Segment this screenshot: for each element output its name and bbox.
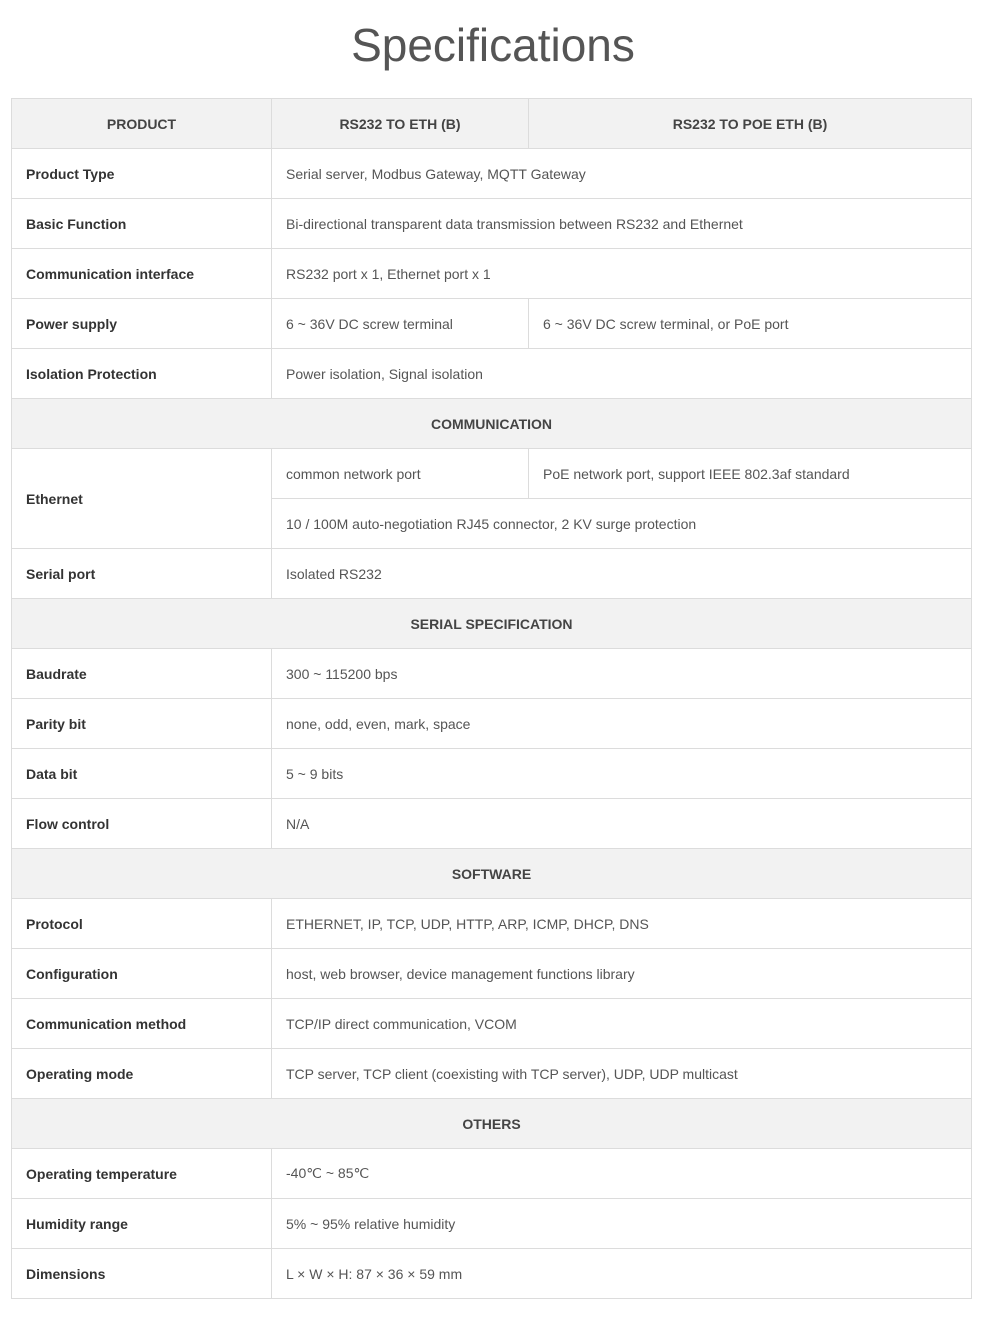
row-value: Isolated RS232 xyxy=(272,549,972,599)
row-label: Humidity range xyxy=(12,1199,272,1249)
header-rs232-poe-eth: RS232 TO POE ETH (B) xyxy=(529,99,972,149)
header-product: PRODUCT xyxy=(12,99,272,149)
row-value: TCP/IP direct communication, VCOM xyxy=(272,999,972,1049)
table-row xyxy=(12,1049,972,1099)
row-value: host, web browser, device management functions library xyxy=(272,949,972,999)
section-title: COMMUNICATION xyxy=(12,399,972,449)
row-label: Communication method xyxy=(12,999,272,1049)
row-value: none, odd, even, mark, space xyxy=(272,699,972,749)
table-row xyxy=(12,249,972,299)
section-title: SERIAL SPECIFICATION xyxy=(12,599,972,649)
row-label: Dimensions xyxy=(12,1249,272,1299)
row-value: TCP server, TCP client (coexisting with TCP server), UDP, UDP multicast xyxy=(272,1049,972,1099)
row-value: 300 ~ 115200 bps xyxy=(272,649,972,699)
row-label: Configuration xyxy=(12,949,272,999)
row-label: Power supply xyxy=(12,299,272,349)
table-row xyxy=(12,1199,972,1249)
row-label: Isolation Protection xyxy=(12,349,272,399)
table-row xyxy=(12,299,972,349)
section-header-software xyxy=(12,849,972,899)
table-row xyxy=(12,549,972,599)
row-label: Ethernet xyxy=(12,449,272,549)
table-row xyxy=(12,1149,972,1199)
row-label: Operating mode xyxy=(12,1049,272,1099)
section-title: OTHERS xyxy=(12,1099,972,1149)
row-label: Protocol xyxy=(12,899,272,949)
table-header-row xyxy=(12,99,972,149)
row-label: Serial port xyxy=(12,549,272,599)
row-value: 5 ~ 9 bits xyxy=(272,749,972,799)
row-value-eth: common network port xyxy=(272,449,529,499)
row-value: L × W × H: 87 × 36 × 59 mm xyxy=(272,1249,972,1299)
row-value-poe: 6 ~ 36V DC screw terminal, or PoE port xyxy=(529,299,972,349)
table-row xyxy=(12,649,972,699)
row-label: Basic Function xyxy=(12,199,272,249)
table-row xyxy=(12,449,972,499)
row-label: Product Type xyxy=(12,149,272,199)
table-row xyxy=(12,349,972,399)
section-header-serial xyxy=(12,599,972,649)
section-header-others xyxy=(12,1099,972,1149)
row-value: RS232 port x 1, Ethernet port x 1 xyxy=(272,249,972,299)
row-label: Parity bit xyxy=(12,699,272,749)
row-label: Baudrate xyxy=(12,649,272,699)
row-value: 10 / 100M auto-negotiation RJ45 connector, 2 KV surge protection xyxy=(272,499,972,549)
section-title: SOFTWARE xyxy=(12,849,972,899)
table-row xyxy=(12,699,972,749)
row-value: N/A xyxy=(272,799,972,849)
section-header-communication xyxy=(12,399,972,449)
row-label: Data bit xyxy=(12,749,272,799)
specifications-table xyxy=(11,98,972,1299)
row-value: 5% ~ 95% relative humidity xyxy=(272,1199,972,1249)
table-row xyxy=(12,899,972,949)
row-label: Flow control xyxy=(12,799,272,849)
table-row xyxy=(12,749,972,799)
row-value-poe: PoE network port, support IEEE 802.3af standard xyxy=(529,449,972,499)
header-rs232-eth: RS232 TO ETH (B) xyxy=(272,99,529,149)
row-value: -40℃ ~ 85℃ xyxy=(272,1149,972,1199)
table-row xyxy=(12,1249,972,1299)
table-row xyxy=(12,949,972,999)
table-row xyxy=(12,799,972,849)
row-value: Bi-directional transparent data transmission between RS232 and Ethernet xyxy=(272,199,972,249)
row-value-eth: 6 ~ 36V DC screw terminal xyxy=(272,299,529,349)
row-label: Communication interface xyxy=(12,249,272,299)
table-row xyxy=(12,149,972,199)
row-value: ETHERNET, IP, TCP, UDP, HTTP, ARP, ICMP, DHCP, DNS xyxy=(272,899,972,949)
page-title: Specifications xyxy=(351,19,635,71)
row-value: Power isolation, Signal isolation xyxy=(272,349,972,399)
table-row xyxy=(12,999,972,1049)
row-label: Operating temperature xyxy=(12,1149,272,1199)
table-row xyxy=(12,199,972,249)
row-value: Serial server, Modbus Gateway, MQTT Gateway xyxy=(272,149,972,199)
